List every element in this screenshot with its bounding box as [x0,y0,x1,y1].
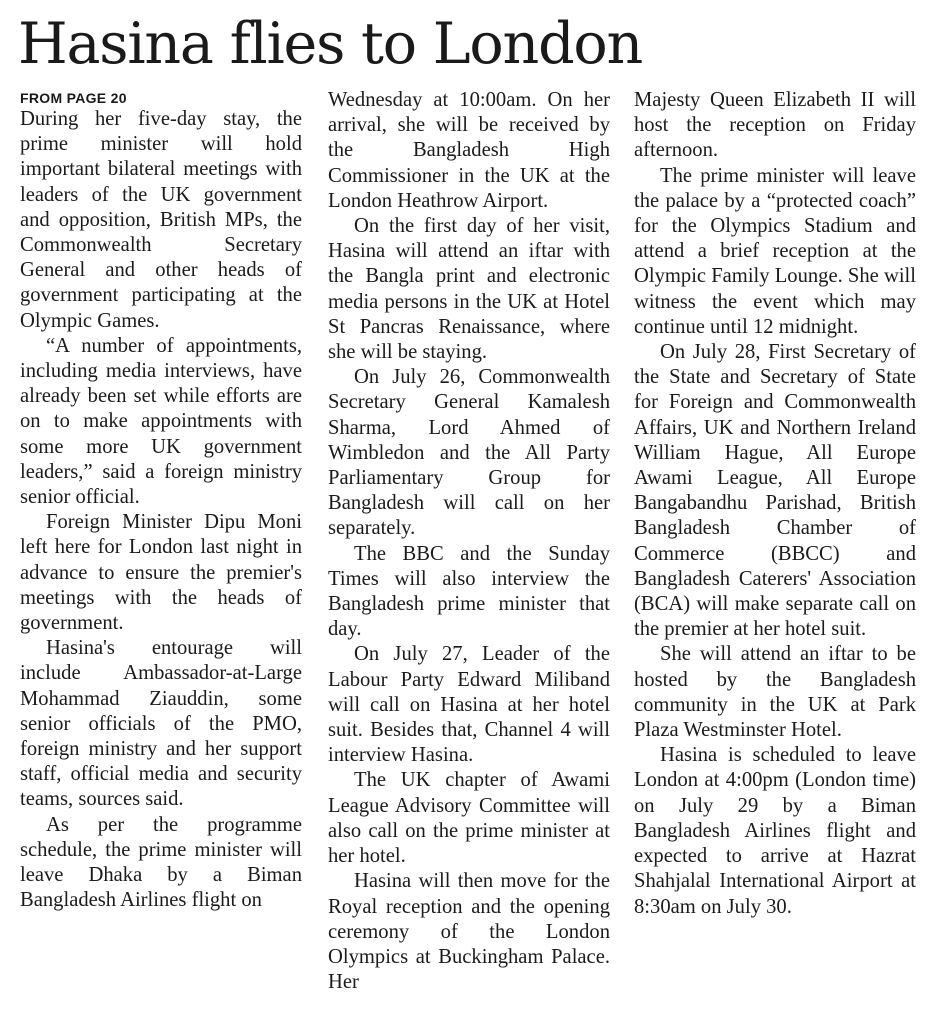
paragraph: On July 26, Commonwealth Secretary General Kamalesh Sharma, Lord Ahmed of Wimbledon and the All Party Parliamentary Group for Bangladesh will call on her separately. [328,366,610,540]
paragraph: Majesty Queen Elizabeth II will host the reception on Friday afternoon. [634,89,916,162]
paragraph: On July 27, Leader of the Labour Party Edward Miliband will call on Hasina at her hotel suit. Besides that, Channel 4 will interview Hasina. [328,643,610,767]
paragraph: On July 28, First Secretary of the State and Secretary of State for Foreign and Commonwealth Affairs, UK and Northern Ireland William Hague, All Europe Awami League, All Europe Bangabandhu Parishad, British Bangladesh Chamber of Commerce (BBCC) and Bangladesh Caterers' Association (BCA) will make separate call on the premier at her hotel suit. [634,341,916,641]
headline: Hasina flies to London [18,11,642,77]
paragraph: The UK chapter of Awami League Advisory Committee will also call on the prime minister at her hotel. [328,769,610,868]
continued-from-label: FROM PAGE 20 [20,90,127,106]
paragraph: During her five-day stay, the prime minister will hold important bilateral meetings with leaders of the UK government and opposition, British MPs, the Commonwealth Secretary General and other heads of government participating at the Olympic Games. [20,108,302,332]
paragraph: Wednesday at 10:00am. On her arrival, she will be received by the Bangladesh High Commissioner in the UK at the London Heathrow Airport. [328,89,610,212]
paragraph: Hasina's entourage will include Ambassador-at-Large Mohammad Ziauddin, some senior officials of the PMO, foreign ministry and her support staff, official media and security teams, sources said. [20,637,302,811]
paragraph: Hasina will then move for the Royal reception and the opening ceremony of the London Olympics at Buckingham Palace. Her [328,870,610,994]
paragraph: “A number of appointments, including media interviews, have already been set while efforts are on to make appointments with some more UK government leaders,” said a foreign ministry senior official. [20,334,302,509]
paragraph: She will attend an iftar to be hosted by the Bangladesh community in the UK at Park Plaza Westminster Hotel. [634,643,916,742]
paragraph: Foreign Minister Dipu Moni left here for London last night in advance to ensure the premier's meetings with the heads of government. [20,511,302,635]
column-2 [328,88,610,1022]
paragraph: On the first day of her visit, Hasina will attend an iftar with the Bangla print and electronic media persons in the UK at Hotel St Pancras Renaissance, where she will be staying. [328,215,610,364]
paragraph: The BBC and the Sunday Times will also interview the Bangladesh prime minister that day. [328,542,610,641]
paragraph: As per the programme schedule, the prime minister will leave Dhaka by a Biman Bangladesh Airlines flight on [20,813,302,912]
column-3 [634,88,916,1022]
column-1 [20,88,302,1022]
paragraph: The prime minister will leave the palace by a “protected coach” for the Olympics Stadium and attend a brief reception at the Olympic Family Lounge. She will witness the event which may continue until 12 midnight. [634,164,916,338]
paragraph: Hasina is scheduled to leave London at 4:00pm (London time) on July 29 by a Biman Bangladesh Airlines flight and expected to arrive at Hazrat Shahjalal International Airport at 8:30am on July 30. [634,744,916,918]
